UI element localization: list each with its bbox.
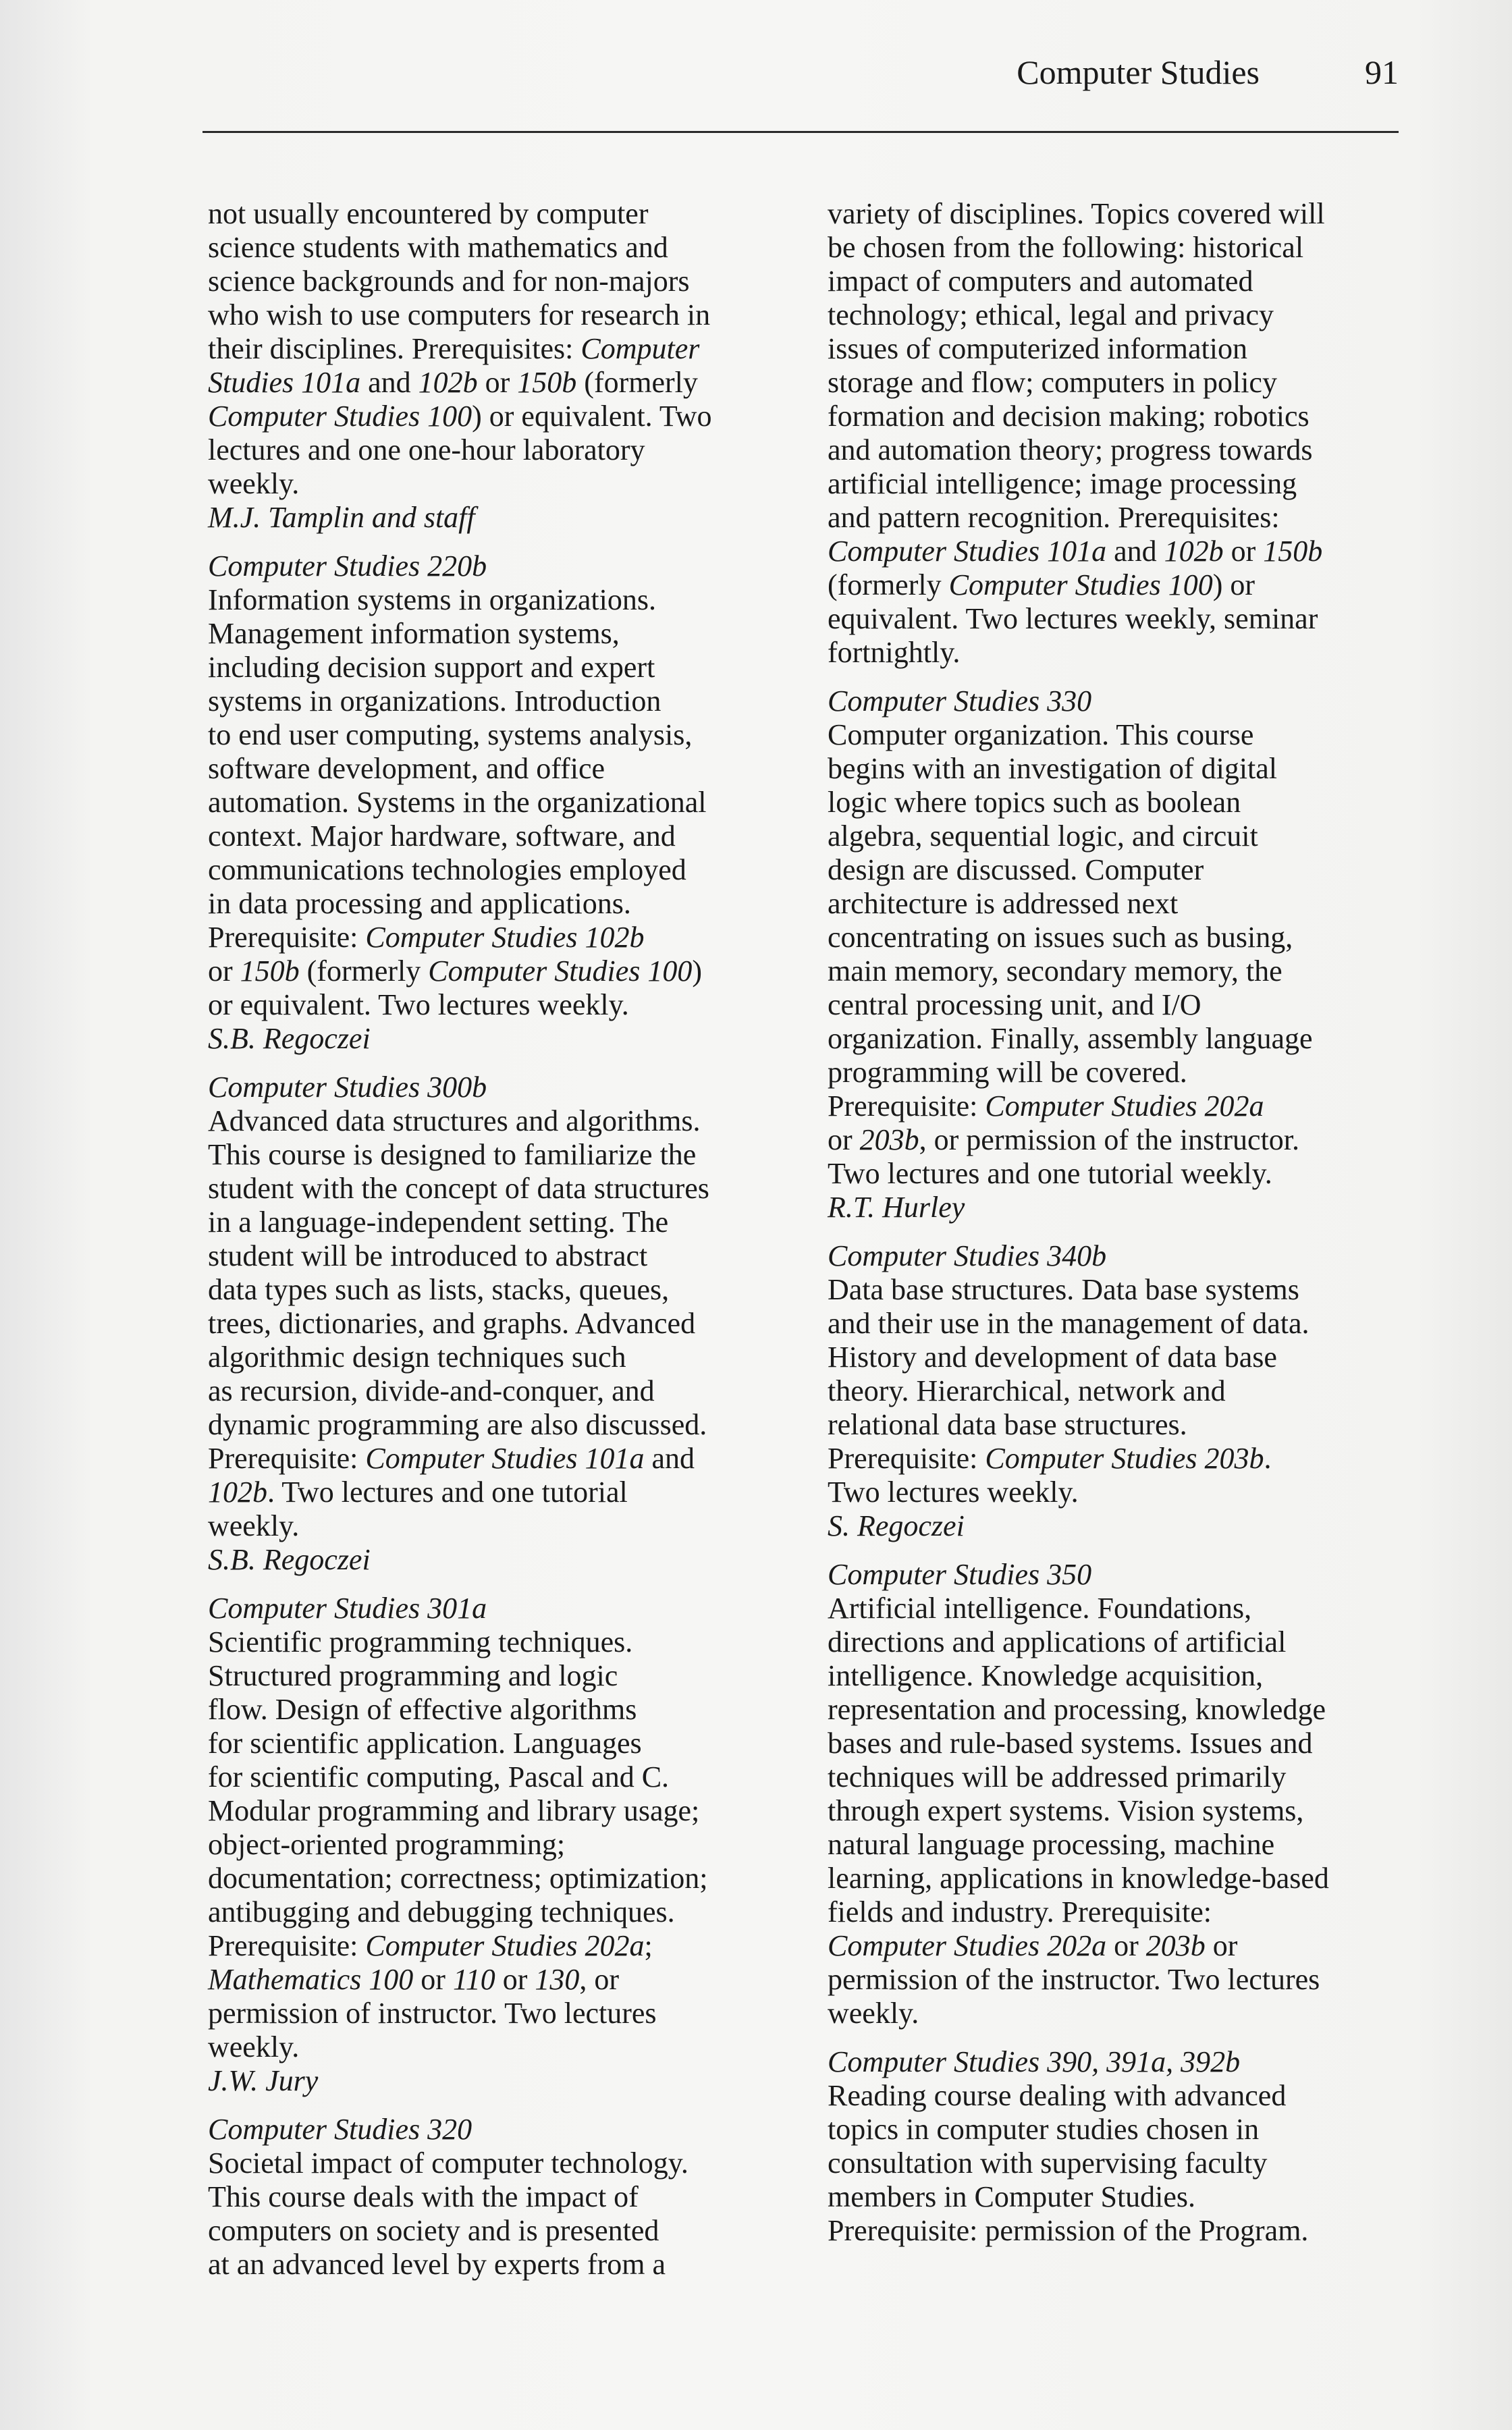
description-line [208, 1341, 788, 1374]
text-run: Scientific programming techniques. [208, 1625, 633, 1658]
text-run: main memory, secondary memory, the [828, 954, 1282, 988]
text-run: science students with mathematics and [208, 231, 668, 264]
left-column [208, 197, 788, 2296]
text-run: or [1205, 1929, 1238, 1962]
description-line [208, 853, 788, 887]
text-run: Prerequisite: [208, 1929, 366, 1962]
description-line [208, 684, 788, 718]
text-run: be chosen from the following: historical [828, 231, 1304, 264]
text-run: directions and applications of artificial [828, 1625, 1287, 1658]
text-run: trees, dictionaries, and graphs. Advanced [208, 1307, 696, 1340]
description-line [208, 921, 788, 954]
description-line [828, 1727, 1408, 1760]
course-reference: Computer Studies 101a [365, 1442, 645, 1475]
text-run: lectures and one one-hour laboratory [208, 433, 645, 466]
text-run: permission of instructor. Two lectures [208, 1997, 657, 2030]
description-line [828, 1022, 1408, 1056]
description-line [208, 1138, 788, 1172]
text-run: or [477, 366, 518, 399]
text-run: . Two lectures and one tutorial [267, 1476, 628, 1509]
text-run: weekly. [208, 467, 300, 500]
description-line [208, 1693, 788, 1727]
course-reference: Computer Studies 202a [828, 1929, 1107, 1962]
description-line [208, 2214, 788, 2248]
text-run: who wish to use computers for research in [208, 298, 711, 331]
text-run: documentation; correctness; optimization; [208, 1862, 708, 1895]
text-run: not usually encountered by computer [208, 197, 649, 230]
description-line [828, 568, 1408, 602]
course-reference: 130 [535, 1963, 580, 1996]
text-run: or [1106, 1929, 1146, 1962]
text-run: technology; ethical, legal and privacy [828, 298, 1274, 331]
description-line [828, 467, 1408, 501]
text-run: object-oriented programming; [208, 1828, 566, 1861]
text-run: Management information systems, [208, 617, 620, 650]
text-run: for scientific computing, Pascal and C. [208, 1760, 670, 1793]
course-entry-continued [828, 197, 1408, 670]
description-line [828, 1273, 1408, 1307]
course-reference: Computer Studies 102b [365, 921, 645, 954]
text-run: flow. Design of effective algorithms [208, 1693, 637, 1726]
description-line [208, 988, 788, 1022]
text-run: as recursion, divide-and-conquer, and [208, 1374, 655, 1407]
description-line [828, 1794, 1408, 1828]
description-line [828, 1659, 1408, 1693]
text-run: ) or [1212, 568, 1256, 601]
text-run: or equivalent. Two lectures weekly. [208, 988, 629, 1021]
course-entry-computer-studies-300b [208, 1071, 788, 1577]
description-line [208, 2146, 788, 2180]
text-run: fortnightly. [828, 636, 961, 669]
description-line [828, 921, 1408, 954]
description-line [208, 1239, 788, 1273]
text-run: (formerly [299, 954, 429, 988]
description-line [828, 718, 1408, 752]
description-line [208, 1273, 788, 1307]
text-run: begins with an investigation of digital [828, 752, 1278, 785]
text-run: and automation theory; progress towards [828, 433, 1313, 466]
text-run: weekly. [208, 1509, 300, 1542]
text-run: issues of computerized information [828, 332, 1247, 365]
description-line [208, 298, 788, 332]
course-reference: Computer Studies 100 [948, 568, 1213, 601]
description-line [208, 1374, 788, 1408]
text-run: natural language processing, machine [828, 1828, 1275, 1861]
description-line [208, 231, 788, 265]
description-line [208, 2180, 788, 2214]
description-line [208, 1929, 788, 1963]
description-line [828, 1760, 1408, 1794]
course-reference: Studies 101a [208, 366, 361, 399]
text-run: or [495, 1963, 535, 1996]
text-run: for scientific application. Languages [208, 1727, 642, 1760]
text-run: Reading course dealing with advanced [828, 2079, 1287, 2112]
description-line [208, 583, 788, 617]
description-line [828, 1157, 1408, 1191]
description-line [828, 1963, 1408, 1997]
course-title: Computer Studies 320 [208, 2113, 473, 2146]
text-run: Structured programming and logic [208, 1659, 618, 1692]
text-run: fields and industry. Prerequisite: [828, 1895, 1212, 1928]
text-run: intelligence. Knowledge acquisition, [828, 1659, 1264, 1692]
description-line [828, 752, 1408, 786]
text-run: concentrating on issues such as busing, [828, 921, 1293, 954]
text-run: learning, applications in knowledge-based [828, 1862, 1329, 1895]
text-run: Two lectures and one tutorial weekly. [828, 1157, 1272, 1190]
description-line [828, 332, 1408, 366]
description-line [208, 1172, 788, 1206]
text-run: relational data base structures. [828, 1408, 1187, 1441]
description-line [208, 819, 788, 853]
text-run: techniques will be addressed primarily [828, 1760, 1287, 1793]
course-entry-computer-studies-350 [828, 1558, 1408, 2030]
description-line [828, 298, 1408, 332]
description-line [208, 1963, 788, 1997]
text-run: Information systems in organizations. [208, 583, 656, 616]
course-reference: 110 [452, 1963, 495, 1996]
text-run: Computer organization. This course [828, 718, 1254, 751]
text-run: Data base structures. Data base systems [828, 1273, 1299, 1306]
text-run: weekly. [828, 1997, 919, 2030]
course-reference: 150b [1263, 535, 1323, 568]
description-line [208, 1794, 788, 1828]
description-line [828, 1693, 1408, 1727]
description-line [208, 1828, 788, 1862]
description-line [208, 265, 788, 298]
instructor-name: J.W. Jury [208, 2064, 319, 2097]
text-run: members in Computer Studies. [828, 2180, 1196, 2213]
instructor-name: S.B. Regoczei [208, 1543, 371, 1576]
description-line [828, 1592, 1408, 1625]
text-run: in a language-independent setting. The [208, 1206, 669, 1239]
description-line [828, 988, 1408, 1022]
text-run: . [1264, 1442, 1272, 1475]
description-line [208, 1895, 788, 1929]
instructor-name: R.T. Hurley [828, 1191, 965, 1224]
course-entry-computer-studies-301a [208, 1592, 788, 2098]
text-run: and [1106, 535, 1164, 568]
text-run: context. Major hardware, software, and [208, 819, 676, 853]
text-run: This course deals with the impact of [208, 2180, 639, 2213]
running-head [202, 49, 1399, 96]
description-line [828, 819, 1408, 853]
text-run: representation and processing, knowledge [828, 1693, 1326, 1726]
text-run: science backgrounds and for non-majors [208, 265, 690, 298]
description-line [828, 197, 1408, 231]
description-line [208, 2248, 788, 2282]
description-line [208, 197, 788, 231]
course-reference: 150b [240, 954, 300, 988]
description-line [208, 786, 788, 819]
description-line [828, 2214, 1408, 2248]
text-run: design are discussed. Computer [828, 853, 1204, 886]
description-line [828, 433, 1408, 467]
text-run: algorithmic design techniques such [208, 1341, 626, 1374]
text-run: at an advanced level by experts from a [208, 2248, 666, 2281]
course-entry-computer-studies-390-391a-392b [828, 2045, 1408, 2248]
description-line [828, 400, 1408, 433]
course-title: Computer Studies 220b [208, 549, 487, 583]
description-line [828, 2113, 1408, 2146]
description-line [828, 887, 1408, 921]
description-line [208, 332, 788, 366]
course-entry-computer-studies-330 [828, 684, 1408, 1224]
text-run: to end user computing, systems analysis, [208, 718, 693, 751]
course-title: Computer Studies 330 [828, 684, 1092, 718]
text-run: formation and decision making; robotics [828, 400, 1310, 433]
description-line [208, 1206, 788, 1239]
course-reference: 203b [859, 1123, 919, 1156]
description-line [828, 1341, 1408, 1374]
course-entry-computer-studies-320 [208, 2113, 788, 2282]
text-run: Artificial intelligence. Foundations, [828, 1592, 1252, 1625]
text-run: equivalent. Two lectures weekly, seminar [828, 602, 1318, 635]
text-run: and [644, 1442, 695, 1475]
description-line [828, 1862, 1408, 1895]
text-run: or [208, 954, 240, 988]
text-run: ) [692, 954, 703, 988]
course-reference: Mathematics 100 [208, 1963, 414, 1996]
description-line [828, 1123, 1408, 1157]
page-number: 91 [1365, 53, 1399, 91]
text-run: (formerly [576, 366, 698, 399]
text-run: central processing unit, and I/O [828, 988, 1202, 1021]
text-run: programming will be covered. [828, 1056, 1187, 1089]
text-run: in data processing and applications. [208, 887, 631, 920]
text-run: Advanced data structures and algorithms. [208, 1104, 701, 1137]
text-run: and their use in the management of data. [828, 1307, 1310, 1340]
description-line [828, 1476, 1408, 1509]
description-line [208, 954, 788, 988]
description-line [828, 1625, 1408, 1659]
text-run: History and development of data base [828, 1341, 1277, 1374]
text-run: and pattern recognition. Prerequisites: [828, 501, 1280, 534]
description-line [208, 1659, 788, 1693]
text-run: ) or equivalent. Two [472, 400, 712, 433]
description-line [828, 2180, 1408, 2214]
description-line [208, 1104, 788, 1138]
course-reference: 102b [1164, 535, 1224, 568]
course-title: Computer Studies 340b [828, 1239, 1107, 1272]
text-run: dynamic programming are also discussed. [208, 1408, 707, 1441]
text-run: , or permission of the instructor. [919, 1123, 1300, 1156]
description-line [828, 1089, 1408, 1123]
text-run: artificial intelligence; image processing [828, 467, 1297, 500]
text-run: software development, and office [208, 752, 605, 785]
running-title: Computer Studies [1017, 53, 1260, 91]
description-line [208, 1862, 788, 1895]
description-line [828, 636, 1408, 670]
text-run: algebra, sequential logic, and circuit [828, 819, 1258, 853]
description-line [208, 718, 788, 752]
text-run: their disciplines. Prerequisites: [208, 332, 581, 365]
description-line [828, 1895, 1408, 1929]
description-line [828, 1056, 1408, 1089]
course-reference: Computer Studies 202a [985, 1089, 1264, 1123]
description-line [208, 433, 788, 467]
text-run: consultation with supervising faculty [828, 2146, 1268, 2180]
description-line [828, 1929, 1408, 1963]
description-line [828, 786, 1408, 819]
text-run: or [1223, 535, 1264, 568]
course-reference: Computer Studies 101a [828, 535, 1107, 568]
description-line [208, 1760, 788, 1794]
text-run: Modular programming and library usage; [208, 1794, 700, 1827]
description-line [208, 1307, 788, 1341]
course-title: Computer Studies 300b [208, 1071, 487, 1104]
description-line [208, 1408, 788, 1442]
text-run: weekly. [208, 2030, 300, 2063]
description-line [828, 1408, 1408, 1442]
course-reference: Computer [580, 332, 700, 365]
text-run: computers on society and is presented [208, 2214, 659, 2247]
course-title: Computer Studies 301a [208, 1592, 487, 1625]
text-run: including decision support and expert [208, 651, 655, 684]
text-run: bases and rule-based systems. Issues and [828, 1727, 1313, 1760]
text-run: data types such as lists, stacks, queues, [208, 1273, 670, 1306]
text-run: organization. Finally, assembly language [828, 1022, 1313, 1055]
course-reference: 203b [1145, 1929, 1206, 1962]
text-run: and [360, 366, 418, 399]
description-line [828, 501, 1408, 535]
header-rule [202, 131, 1399, 133]
course-reference: Computer Studies 203b [985, 1442, 1264, 1475]
description-line [208, 651, 788, 684]
description-line [208, 1625, 788, 1659]
text-run: theory. Hierarchical, network and [828, 1374, 1226, 1407]
description-line [828, 954, 1408, 988]
description-line [828, 1307, 1408, 1341]
instructor-name: S.B. Regoczei [208, 1022, 371, 1055]
text-run: student with the concept of data structures [208, 1172, 709, 1205]
description-line [828, 366, 1408, 400]
description-line [208, 467, 788, 501]
text-run: antibugging and debugging techniques. [208, 1895, 675, 1928]
description-line [208, 400, 788, 433]
description-line [828, 2079, 1408, 2113]
description-line [828, 231, 1408, 265]
text-run: , or [579, 1963, 619, 1996]
course-reference: Computer Studies 202a [365, 1929, 645, 1962]
course-reference: Computer Studies 100 [208, 400, 473, 433]
text-run: topics in computer studies chosen in [828, 2113, 1260, 2146]
course-reference: 102b [208, 1476, 267, 1509]
description-line [208, 366, 788, 400]
text-run: permission of the instructor. Two lectures [828, 1963, 1320, 1996]
course-title: Computer Studies 390, 391a, 392b [828, 2045, 1241, 2078]
text-run: or [413, 1963, 453, 1996]
description-line [208, 1509, 788, 1543]
text-run: storage and flow; computers in policy [828, 366, 1277, 399]
right-column [828, 197, 1408, 2263]
text-run: communications technologies employed [208, 853, 686, 886]
description-line [208, 2030, 788, 2064]
text-run: (formerly [828, 568, 949, 601]
course-reference: Computer Studies 100 [428, 954, 693, 988]
description-line [208, 752, 788, 786]
text-run: Societal impact of computer technology. [208, 2146, 688, 2180]
description-line [208, 617, 788, 651]
text-run: ; [644, 1929, 653, 1962]
course-entry-computer-studies-220b [208, 549, 788, 1056]
description-line [828, 1997, 1408, 2030]
course-title: Computer Studies 350 [828, 1558, 1092, 1591]
text-run: systems in organizations. Introduction [208, 684, 662, 718]
text-run: student will be introduced to abstract [208, 1239, 648, 1272]
text-run: variety of disciplines. Topics covered will [828, 197, 1325, 230]
description-line [208, 1997, 788, 2030]
instructor-name: M.J. Tamplin and staff [208, 501, 475, 534]
description-line [208, 887, 788, 921]
description-line [828, 535, 1408, 568]
text-run: Prerequisite: [828, 1089, 986, 1123]
description-line [828, 602, 1408, 636]
description-line [828, 265, 1408, 298]
text-run: architecture is addressed next [828, 887, 1179, 920]
text-run: through expert systems. Vision systems, [828, 1794, 1304, 1827]
course-reference: 150b [517, 366, 577, 399]
description-line [828, 1828, 1408, 1862]
description-line [828, 853, 1408, 887]
description-line [828, 1374, 1408, 1408]
description-line [208, 1476, 788, 1509]
text-run: Prerequisite: [208, 921, 366, 954]
instructor-name: S. Regoczei [828, 1509, 965, 1542]
text-run: Prerequisite: [828, 1442, 986, 1475]
description-line [208, 1727, 788, 1760]
text-run: This course is designed to familiarize the [208, 1138, 697, 1171]
course-entry-continued [208, 197, 788, 535]
text-run: Prerequisite: permission of the Program. [828, 2214, 1309, 2247]
text-run: impact of computers and automated [828, 265, 1253, 298]
course-reference: 102b [418, 366, 478, 399]
text-run: automation. Systems in the organizational [208, 786, 707, 819]
description-line [208, 1442, 788, 1476]
text-run: Two lectures weekly. [828, 1476, 1079, 1509]
text-run: logic where topics such as boolean [828, 786, 1241, 819]
text-run: Prerequisite: [208, 1442, 366, 1475]
description-line [828, 2146, 1408, 2180]
text-run: or [828, 1123, 860, 1156]
course-entry-computer-studies-340b [828, 1239, 1408, 1543]
description-line [828, 1442, 1408, 1476]
